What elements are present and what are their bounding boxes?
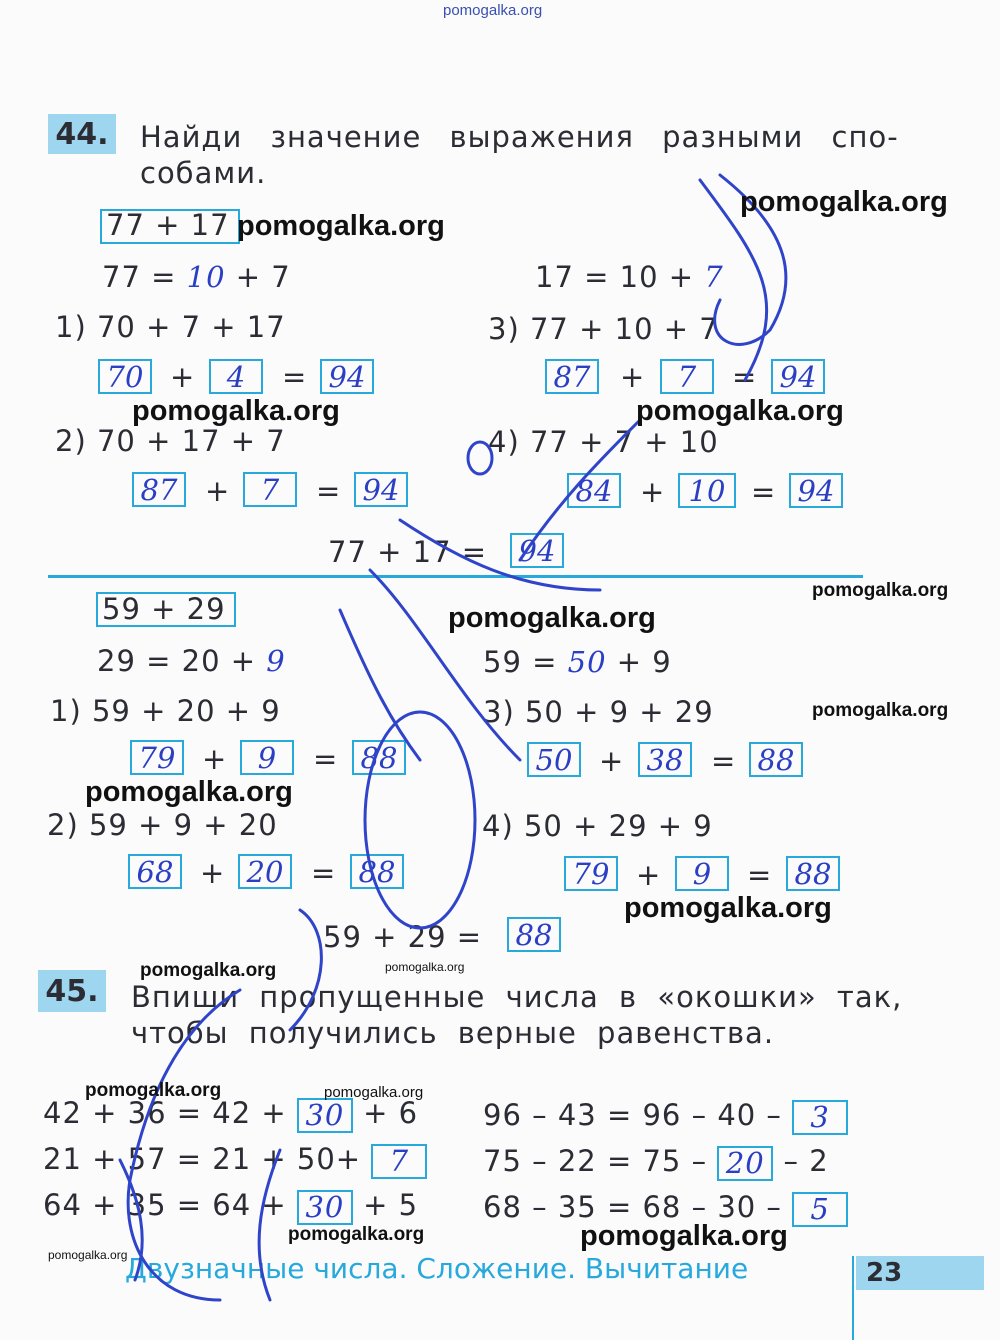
result-a: 77 + 17 = — [328, 535, 488, 569]
missing-number-box[interactable]: 3 — [792, 1100, 848, 1135]
split-29-text: 29 = 20 + — [97, 644, 267, 678]
method-b1-label: 1) 59 + 20 + 9 — [50, 694, 281, 728]
watermark[interactable]: pomogalka.org — [580, 1220, 788, 1252]
exercise-44-title-line1: Найди значение выражения разными спо- — [140, 120, 899, 154]
equation-text: 96 – 43 = 96 – 40 – — [483, 1098, 793, 1132]
page-number: 23 — [856, 1256, 984, 1290]
result-b: 59 + 29 = — [323, 920, 483, 954]
answer-value: 10 — [688, 473, 726, 508]
equals-sign: = — [711, 744, 737, 778]
plus-sign: + — [640, 475, 666, 509]
answer-value: 88 — [358, 854, 396, 889]
watermark[interactable]: pomogalka.org — [48, 1248, 128, 1262]
watermark[interactable]: pomogalka.org — [324, 1084, 424, 1101]
answer-value: 94 — [779, 359, 817, 394]
equals-sign: = — [313, 742, 339, 776]
split-77-text: 77 = — [102, 260, 187, 294]
split-17-answer[interactable]: 7 — [704, 260, 724, 294]
plus-sign: + — [599, 744, 625, 778]
answer-value: 87 — [553, 359, 591, 394]
exercise-45-title-line2: чтобы получились верные равенства. — [131, 1016, 775, 1050]
result-b-value: 88 — [515, 917, 553, 952]
answer-value: 84 — [575, 473, 613, 508]
answer-value: 88 — [360, 740, 398, 775]
split-17-text: 17 = 10 + — [535, 260, 705, 294]
answer-value: 94 — [328, 359, 366, 394]
split-29-answer[interactable]: 9 — [266, 644, 286, 678]
watermark[interactable]: pomogalka.org — [132, 395, 340, 427]
answer-value: 9 — [257, 740, 277, 775]
exercise-44-title-line2: собами. — [140, 156, 267, 190]
split-77-end: + 7 — [225, 260, 291, 294]
footer-title: Двузначные числа. Сложение. Вычитание — [125, 1252, 749, 1285]
equals-sign: = — [311, 856, 337, 890]
plus-sign: + — [170, 360, 196, 394]
watermark[interactable]: pomogalka.org — [448, 602, 656, 634]
answer-value: 79 — [572, 856, 610, 891]
answer-value: 88 — [757, 742, 795, 777]
answer-value: 20 — [246, 854, 284, 889]
answer-value: 79 — [138, 740, 176, 775]
equation-text: 21 + 57 = 21 + 50+ — [43, 1142, 372, 1176]
method-b2-label: 2) 59 + 9 + 20 — [47, 808, 278, 842]
missing-number-box[interactable]: 30 — [297, 1190, 353, 1225]
plus-sign: + — [636, 858, 662, 892]
answer-value: 4 — [226, 359, 246, 394]
watermark[interactable]: pomogalka.org — [288, 1224, 425, 1245]
answer-value: 9 — [692, 856, 712, 891]
equation-text: 75 – 22 = 75 – — [483, 1144, 718, 1178]
answer-value: 88 — [794, 856, 832, 891]
method-b3-label: 3) 50 + 9 + 29 — [483, 695, 714, 729]
equation-end: – 2 — [773, 1144, 829, 1178]
equals-sign: = — [282, 360, 308, 394]
equation-text: 64 + 35 = 64 + — [43, 1188, 297, 1222]
exercise-45-title-line1: Впиши пропущенные числа в «окошки» так, — [131, 980, 903, 1014]
split-77-answer[interactable]: 10 — [186, 260, 226, 294]
expression-77-17: 77 + 17 — [106, 208, 230, 242]
watermark[interactable]: pomogalka.org — [812, 700, 949, 721]
watermark[interactable]: pomogalka.org — [624, 892, 832, 924]
method-a3-label: 3) 77 + 10 + 7 — [488, 312, 719, 346]
equals-sign: = — [751, 475, 777, 509]
answer-value: 70 — [106, 359, 144, 394]
answer-value: 50 — [535, 742, 573, 777]
missing-number-box[interactable]: 20 — [717, 1146, 773, 1181]
equals-sign: = — [732, 360, 758, 394]
watermark[interactable]: pomogalka.org — [140, 960, 277, 981]
answer-value: 7 — [260, 472, 280, 507]
plus-sign: + — [200, 856, 226, 890]
watermark[interactable]: pomogalka.org — [812, 580, 949, 601]
method-a2-label: 2) 70 + 17 + 7 — [55, 424, 286, 458]
plus-sign: + — [202, 742, 228, 776]
missing-number-box[interactable]: 30 — [297, 1098, 353, 1133]
exercise-45-number: 45. — [38, 970, 106, 1012]
missing-number-box[interactable]: 5 — [792, 1192, 848, 1227]
watermark[interactable]: pomogalka.org — [85, 776, 293, 808]
equation-end: + 5 — [352, 1188, 419, 1222]
watermark[interactable]: pomogalka.org — [740, 186, 948, 218]
missing-number-box[interactable]: 7 — [371, 1144, 427, 1179]
answer-value: 38 — [646, 742, 684, 777]
answer-value: 94 — [797, 473, 835, 508]
answer-value: 94 — [362, 472, 400, 507]
watermark[interactable]: pomogalka.org — [385, 960, 465, 974]
watermark[interactable]: pomogalka.org — [85, 1080, 222, 1101]
result-a-value: 94 — [518, 533, 556, 568]
answer-value: 68 — [136, 854, 174, 889]
site-label-top[interactable]: pomogalka.org — [443, 2, 543, 19]
split-59-text: 59 = — [483, 645, 568, 679]
expression-59-29: 59 + 29 — [102, 592, 226, 626]
watermark[interactable]: pomogalka.org — [237, 210, 445, 242]
equation-end: + 6 — [352, 1096, 419, 1130]
plus-sign: + — [205, 474, 231, 508]
split-59-answer[interactable]: 50 — [567, 645, 607, 679]
equation-text: 42 + 36 = 42 + — [43, 1096, 297, 1130]
method-a1-label: 1) 70 + 7 + 17 — [55, 310, 286, 344]
answer-value: 87 — [140, 472, 178, 507]
equals-sign: = — [747, 858, 773, 892]
split-59-end: + 9 — [606, 645, 672, 679]
plus-sign: + — [620, 360, 646, 394]
watermark[interactable]: pomogalka.org — [636, 395, 844, 427]
exercise-44-number: 44. — [48, 114, 116, 154]
method-b4-label: 4) 50 + 29 + 9 — [482, 809, 713, 843]
method-a4-label: 4) 77 + 7 + 10 — [488, 425, 719, 459]
equation-text: 68 – 35 = 68 – 30 – — [483, 1190, 793, 1224]
answer-value: 7 — [677, 359, 697, 394]
equals-sign: = — [316, 474, 342, 508]
